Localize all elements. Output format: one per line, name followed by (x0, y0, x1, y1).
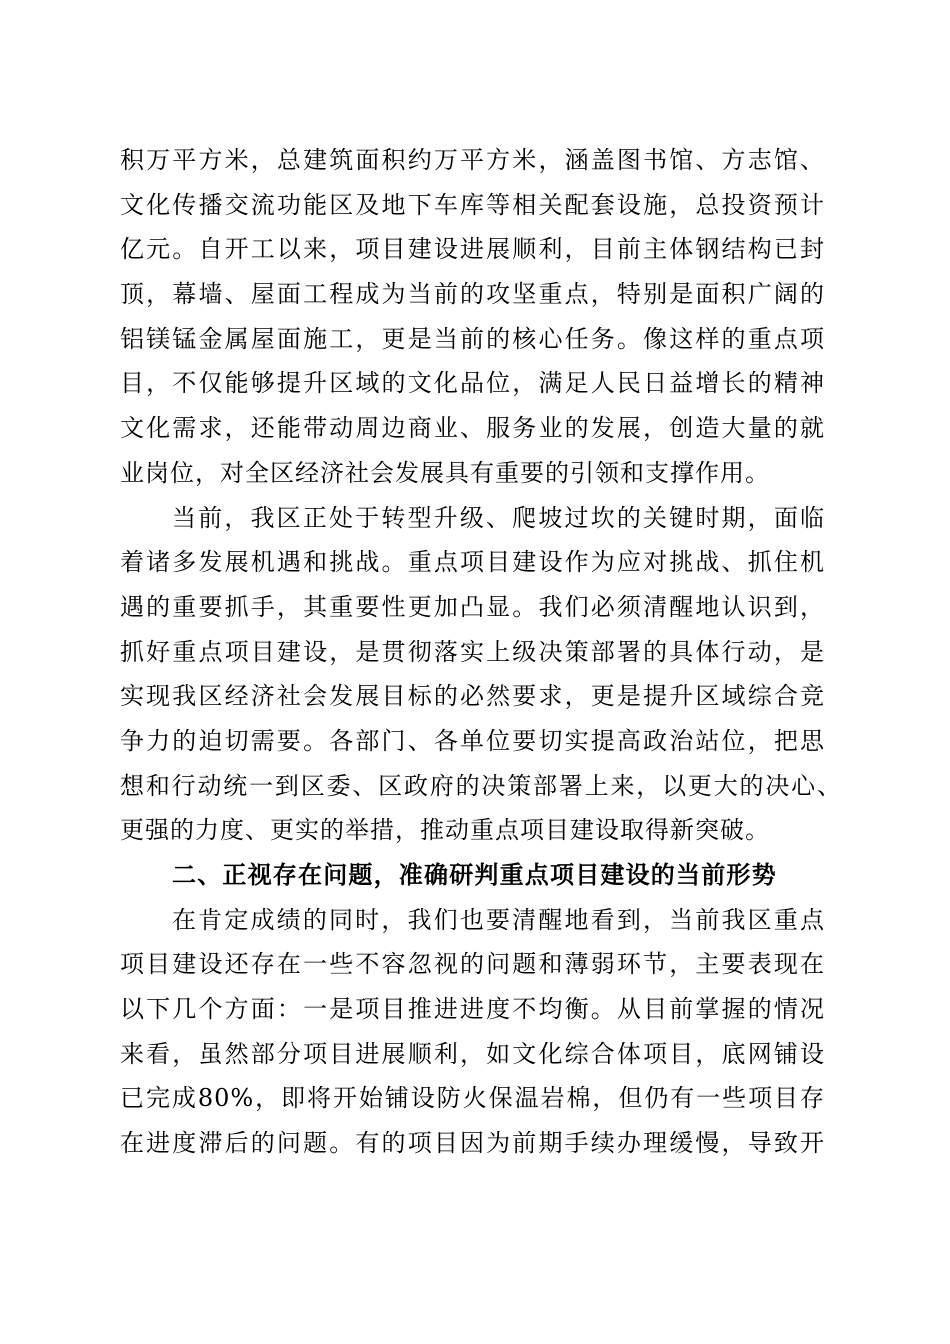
body-line: 业岗位，对全区经济社会发展具有重要的引领和支撑作用。 (120, 458, 770, 487)
body-line: 在进度滞后的问题。有的项目因为前期手续办理缓慢，导致开 (120, 1129, 825, 1158)
body-line: 遇的重要抓手，其重要性更加凸显。我们必须清醒地认识到， (120, 592, 825, 621)
body-line: 争力的迫切需要。各部门、各单位要切实提高政治站位，把思 (120, 726, 825, 755)
section-heading: 二、正视存在问题，准确研判重点项目建设的当前形势 (172, 860, 777, 889)
paragraph-project-overview (0, 138, 950, 496)
body-line: 文化需求，还能带动周边商业、服务业的发展，创造大量的就 (120, 414, 825, 443)
body-line: 已完成80%，即将开始铺设防火保温岩棉，但仍有一些项目存 (120, 1084, 825, 1113)
body-line: 以下几个方面：一是项目推进进度不均衡。从目前掌握的情况 (120, 995, 825, 1024)
body-line: 目，不仅能够提升区域的文化品位，满足人民日益增长的精神 (120, 369, 825, 398)
body-line: 抓好重点项目建设，是贯彻落实上级决策部署的具体行动，是 (120, 637, 825, 666)
body-line: 亿元。自开工以来，项目建设进展顺利，目前主体钢结构已封 (120, 235, 825, 264)
body-line: 积万平方米，总建筑面积约万平方米，涵盖图书馆、方志馆、 (120, 146, 825, 174)
body-line: 当前，我区正处于转型升级、爬坡过坎的关键时期，面临 (172, 503, 825, 532)
body-line: 来看，虽然部分项目进展顺利，如文化综合体项目，底网铺设 (120, 1039, 825, 1068)
body-line: 铝镁锰金属屋面施工，更是当前的核心任务。像这样的重点项 (120, 324, 825, 353)
body-line: 项目建设还存在一些不容忽视的问题和薄弱环节，主要表现在 (120, 950, 825, 979)
body-line: 着诸多发展机遇和挑战。重点项目建设作为应对挑战、抓住机 (120, 548, 825, 577)
body-line: 想和行动统一到区委、区政府的决策部署上来，以更大的决心、 (120, 771, 842, 800)
body-line: 在肯定成绩的同时，我们也要清醒地看到，当前我区重点 (172, 905, 825, 934)
paragraph-existing-problems (0, 898, 950, 1166)
paragraph-current-situation (0, 496, 950, 854)
document-page (0, 138, 950, 1166)
body-line: 更强的力度、更实的举措，推动重点项目建设取得新突破。 (120, 816, 770, 845)
body-line: 实现我区经济社会发展目标的必然要求，更是提升区域综合竞 (120, 682, 825, 711)
body-line: 文化传播交流功能区及地下车库等相关配套设施，总投资预计 (120, 190, 825, 219)
body-line: 顶，幕墙、屋面工程成为当前的攻坚重点，特别是面积广阔的 (120, 280, 825, 309)
